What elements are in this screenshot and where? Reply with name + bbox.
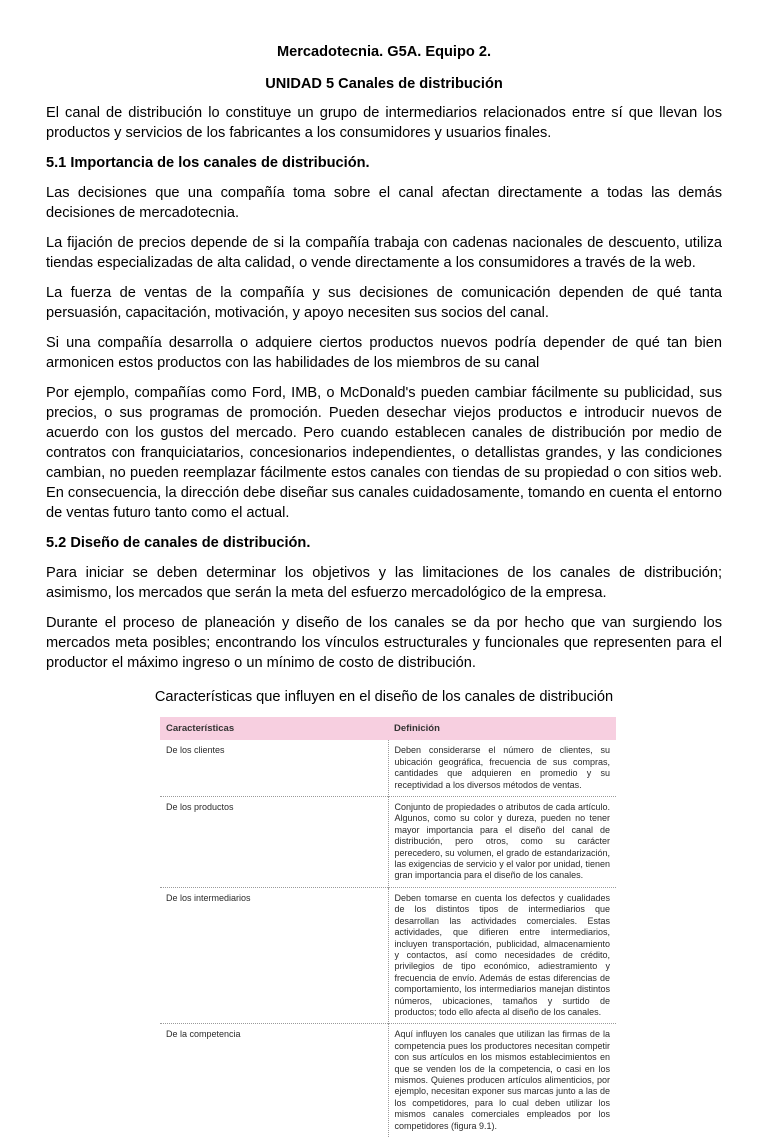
table-row	[160, 797, 616, 888]
column-header-caracteristicas: Características	[160, 717, 388, 740]
table-header-row	[160, 717, 616, 740]
row-characteristic: De los intermediarios	[160, 887, 388, 1023]
section-heading-diseno: 5.2 Diseño de canales de distribución.	[46, 535, 311, 551]
column-header-definicion: Definición	[388, 717, 616, 740]
table-row	[160, 1024, 616, 1137]
table-caption: Características que influyen en el diseño de los canales de distribución	[154, 689, 614, 705]
section1-paragraph-example: Por ejemplo, compañías como Ford, IMB, o McDonald's pueden cambiar fácilmente su publicidad, sus precios, o sus programas de promoción. Pueden desechar viejos productos e introducir nuevos de acuerdo con los gustos del mercado. Pero cuando establecen canales de distribución por medio de contratos con franquiciatarios, concesionarios independientes, o detallistas grandes, y las condiciones cambian, no pueden reemplazar fácilmente estos canales con tiendas de su propiedad o con sitios web. En consecuencia, la dirección debe diseñar sus canales cuidadosamente, tomando en cuenta el entorno de ventas futuro tanto como el actual.	[46, 385, 722, 521]
section2-paragraph: Durante el proceso de planeación y diseño de los canales se da por hecho que van surgiendo los mercados meta posibles; encontrando los vínculos estructurales y funcionales que representen para el productor el máximo ingreso o un mínimo de costo de distribución.	[46, 615, 722, 671]
row-characteristic: De los productos	[160, 797, 388, 888]
row-characteristic: De los clientes	[160, 740, 388, 796]
section1-paragraph: La fuerza de ventas de la compañía y sus decisiones de comunicación dependen de qué tanta persuasión, capacitación, motivación, y apoyo necesiten sus socios del canal.	[46, 285, 722, 321]
table-row	[160, 740, 616, 796]
table-row	[160, 887, 616, 1023]
document-title: Mercadotecnia. G5A. Equipo 2.	[276, 44, 492, 60]
section1-paragraph: Las decisiones que una compañía toma sobre el canal afectan directamente a todas las demás decisiones de mercadotecnia.	[46, 185, 722, 221]
row-characteristic: De la competencia	[160, 1024, 388, 1137]
section2-paragraph: Para iniciar se deben determinar los objetivos y las limitaciones de los canales de distribución; asimismo, los mercados que serán la meta del esfuerzo mercadológico de la empresa.	[46, 565, 722, 601]
row-definition: Deben considerarse el número de clientes, su ubicación geográfica, frecuencia de sus compras, cantidades que adquieren en promedio y su receptividad a los diversos métodos de ventas.	[394, 745, 610, 790]
section1-paragraph: Si una compañía desarrolla o adquiere ciertos productos nuevos podría depender de qué tan bien armonicen estos productos con las habilidades de los miembros de su canal	[46, 335, 722, 371]
row-definition: Aquí influyen los canales que utilizan las firmas de la competencia pues los productores necesitan competir con sus artículos en los mismos establecimientos en que se venden los de la competencia, o casi en los mismos. Quienes producen artículos alimenticios, por ejemplo, necesitan exponer sus marcas junto a las de los competidores, para lo cual deben utilizar los mismos canales comerciales empleados por los competidores (figura 9.1).	[388, 1024, 616, 1137]
section-heading-importancia: 5.1 Importancia de los canales de distribución.	[46, 155, 370, 171]
intro-paragraph: El canal de distribución lo constituye un grupo de intermediarios relacionados entre sí que llevan los productos y servicios de los fabricantes a los consumidores y usuarios finales.	[46, 105, 722, 141]
row-definition: Deben tomarse en cuenta los defectos y cualidades de los distintos tipos de intermediarios que desarrollan las actividades comerciales. Estas actividades, que difieren entre intermediarios, incluyen transportación, publicidad, almacenamiento y contactos, así como necesidades de crédito, privilegios de tipo económico, adiestramiento y frecuencia de envío. Además de estas diferencias de comportamiento, los intermediarios manejan distintos números, ubicaciones, tamaños y surtido de productos; todo ello afecta al diseño de los canales.	[388, 887, 616, 1023]
row-definition: Conjunto de propiedades o atributos de cada artículo. Algunos, como su color y dureza, pueden no tener mayor importancia para el diseño del canal de distribución, pero otros, como su carácter perecedero, su volumen, el grado de estandarización, las exigencias de servicio y el valor por unidad, tienen gran importancia para el diseño de los canales.	[388, 797, 616, 888]
characteristics-table	[160, 717, 616, 1137]
section1-paragraph: La fijación de precios depende de si la compañía trabaja con cadenas nacionales de descuento, utiliza tiendas especializadas de alta calidad, o vende directamente a los consumidores a través de la web.	[46, 235, 722, 271]
unit-title: UNIDAD 5 Canales de distribución	[265, 76, 503, 92]
